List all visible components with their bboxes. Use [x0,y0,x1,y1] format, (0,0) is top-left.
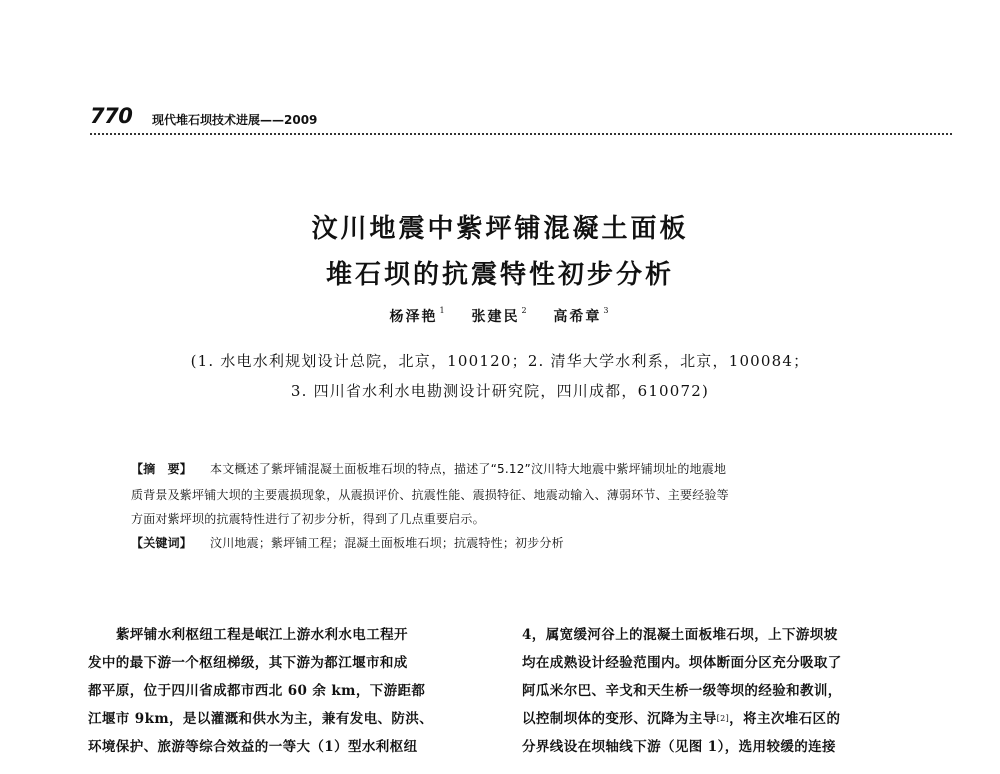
abstract-line-3: 方面对紫坪坝的抗震特性进行了初步分析，得到了几点重要启示。 [131,512,485,526]
abstract-label: 【摘 要】 [131,462,193,476]
body-line: 分界线设在坝轴线下游（见图 1），选用较缓的连接 [522,739,836,755]
body-line: 以控制坝体的变形、沉降为主导[2]，将主次堆石区的 [522,711,841,727]
author-list [0,306,1000,326]
body-column-right [522,621,842,761]
abstract-line-1: 【摘 要】 本文概述了紫坪铺混凝土面板堆石坝的特点，描述了“5.12”汶川特大地震中紫坪铺坝址的地震地 [131,462,727,476]
body-line: 阿瓜米尔巴、辛戈和天生桥一级等坝的经验和教训， [522,683,842,699]
paper-title-line-2: 堆石坝的抗震特性初步分析 [325,260,674,290]
author: 杨泽艳 $^1$ [389,306,447,325]
affiliation-line-1: (1. 水电水利规划设计总院，北京，100120；2. 清华大学水利系，北京，100084； [190,352,810,370]
paper-title-line-1: 汶川地震中紫坪铺混凝土面板 [311,214,689,244]
body-line: 4，属宽缓河谷上的混凝土面板堆石坝，上下游坝坡 [522,627,838,643]
affiliation-line-2: 3. 四川省水利水电勘测设计研究院，四川成都，610072) [290,382,710,400]
body-line: 江堰市 9km，是以灌溉和供水为主，兼有发电、防洪、 [88,711,434,727]
body-line: 都平原，位于四川省成都市西北 60 余 km，下游距都 [88,683,426,699]
author: 张建民 $^2$ [471,306,529,325]
body-line: 环境保护、旅游等综合效益的一等大（1）型水利枢纽 [88,739,418,755]
body-column-left [88,621,433,761]
body-line: 发中的最下游一个枢纽梯级，其下游为都江堰市和成 [88,655,408,671]
page-number: 770 [90,104,133,128]
header-rule [90,133,952,135]
abstract-line-2: 质背景及紫坪铺大坝的主要震损现象，从震损评价、抗震性能、震损特征、地震动输入、薄弱环节、主要经验等 [131,488,729,502]
keywords-label: 【关键词】 [131,536,193,550]
citation-ref: [2] [716,714,730,723]
running-title: 现代堆石坝技术进展——2009 [152,113,318,127]
author: 高希章 $^3$ [553,306,611,325]
body-line: 紫坪铺水利枢纽工程是岷江上游水利水电工程开 [116,627,408,643]
body-line: 均在成熟设计经验范围内。坝体断面分区充分吸取了 [522,655,842,671]
keywords-line: 【关键词】 汶川地震；紫坪铺工程；混凝土面板堆石坝；抗震特性；初步分析 [131,536,564,550]
